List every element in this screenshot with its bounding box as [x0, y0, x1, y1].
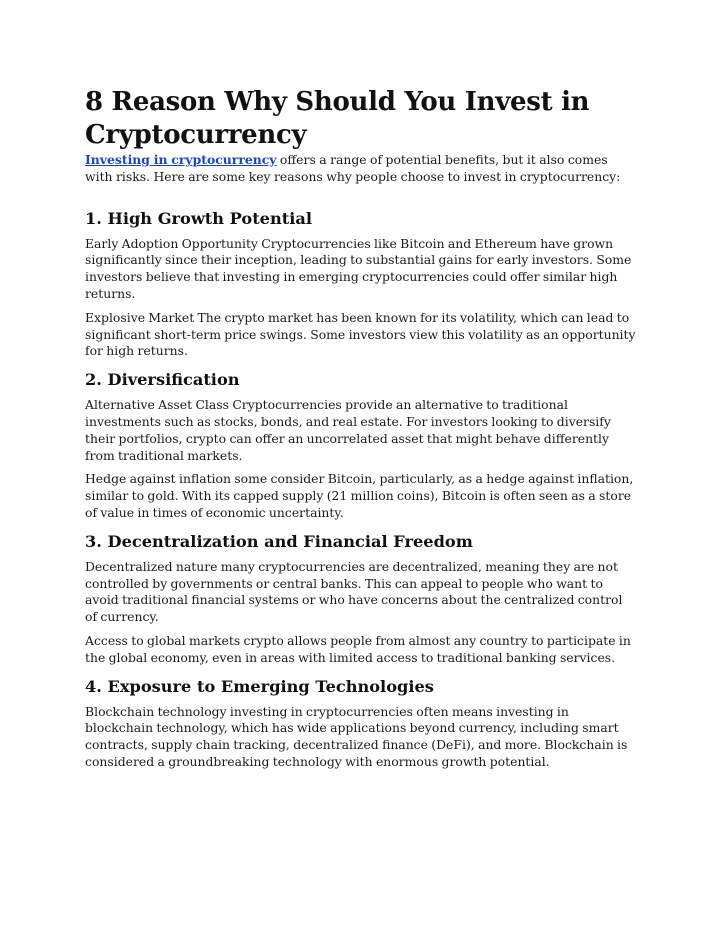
section-paragraph: Alternative Asset Class Cryptocurrencies provide an alternative to traditional investments such as stocks, bonds, and real estate. For investors looking to diversify their portfolios, crypto can offer an uncorrelated asset that might behave differently from traditional markets.: [85, 397, 611, 463]
document-page: [85, 86, 637, 778]
section-paragraph: Explosive Market The crypto market has been known for its volatility, which can lead to significant short-term price swings. Some investors view this volatility as an opportunity for high returns.: [85, 309, 636, 359]
document-title: 8 Reason Why Should You Invest in Cryptocurrency: [85, 87, 590, 150]
section-paragraph: Access to global markets crypto allows people from almost any country to participate in the global economy, even in areas with limited access to traditional banking services.: [85, 632, 631, 665]
section-heading: 1. High Growth Potential: [85, 208, 313, 228]
investing-in-cryptocurrency-link[interactable]: Investing in cryptocurrency: [85, 152, 277, 167]
section-emerging-technologies: [85, 677, 637, 771]
section-paragraph: Hedge against inflation some consider Bitcoin, particularly, as a hedge against inflation, similar to gold. With its capped supply (21 million coins), Bitcoin is often seen as a store of value in times of economic uncertainty.: [85, 471, 634, 520]
section-paragraph: Early Adoption Opportunity Cryptocurrencies like Bitcoin and Ethereum have grown significantly since their inception, leading to substantial gains for early investors. Some investors believe that investing in emerging cryptocurrencies could offer similar high returns.: [85, 235, 632, 301]
section-heading: 2. Diversification: [85, 370, 240, 390]
section-paragraph: Decentralized nature many cryptocurrencies are decentralized, meaning they are not controlled by governments or central banks. This can appeal to people who want to avoid traditional financial systems or who have concerns about the centralized control of currency.: [85, 558, 623, 625]
section-high-growth-potential: [85, 209, 637, 361]
section-decentralization: [85, 532, 637, 667]
intro-paragraph: [85, 152, 637, 186]
intro-text: offers a range of potential benefits, but it also comes with risks. Here are some key reasons why people choose to invest in cryptocurrency:: [85, 152, 621, 184]
section-heading: 3. Decentralization and Financial Freedom: [85, 531, 473, 551]
section-paragraph: Blockchain technology investing in cryptocurrencies often means investing in blockchain technology, which has wide applications beyond currency, including smart contracts, supply chain tracking, decentralized finance (DeFi), and more. Blockchain is considered a groundbreaking technology with enormous growth potential.: [85, 703, 628, 769]
section-diversification: [85, 370, 637, 522]
section-heading: 4. Exposure to Emerging Technologies: [85, 676, 434, 696]
